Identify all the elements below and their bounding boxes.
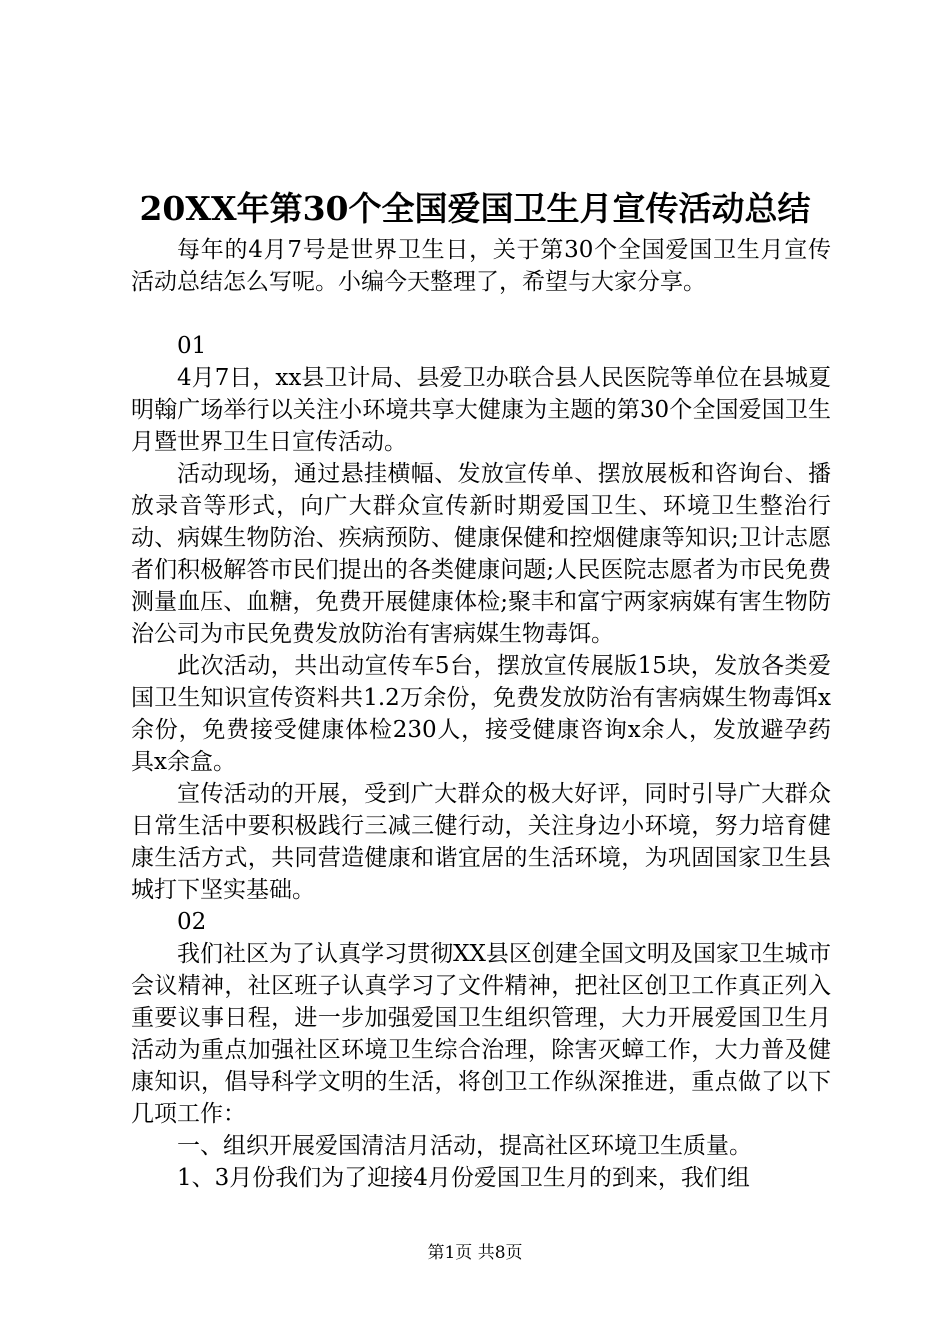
document-body xyxy=(131,234,831,1194)
paragraph: 4月7日，xx县卫计局、县爱卫办联合县人民医院等单位在县城夏明翰广场举行以关注小环境共享大健康为主题的第30个全国爱国卫生月暨世界卫生日宣传活动。 xyxy=(131,365,831,455)
paragraph: 我们社区为了认真学习贯彻XX县区创建全国文明及国家卫生城市会议精神，社区班子认真学习了文件精神，把社区创卫工作真正列入重要议事日程，进一步加强爱国卫生组织管理，大力开展爱国卫生月活动为重点加强社区环境卫生综合治理，除害灭蟑工作，大力普及健康知识，倡导科学文明的生活，将创卫工作纵深推进，重点做了以下几项工作： xyxy=(131,941,831,1127)
paragraph: 一、组织开展爱国清洁月活动，提高社区环境卫生质量。 xyxy=(177,1133,752,1159)
paragraph: 宣传活动的开展，受到广大群众的极大好评，同时引导广大群众日常生活中要积极践行三减三健行动，关注身边小环境，努力培育健康生活方式，共同营造健康和谐宜居的生活环境，为巩固国家卫生县城打下坚实基础。 xyxy=(131,781,831,903)
document-title: 20XX年第30个全国爱国卫生月宣传活动总结 xyxy=(139,189,811,228)
section-number-01: 01 xyxy=(177,333,207,359)
paragraph: 活动现场，通过悬挂横幅、发放宣传单、摆放展板和咨询台、播放录音等形式，向广大群众宣传新时期爱国卫生、环境卫生整治行动、病媒生物防治、疾病预防、健康保健和控烟健康等知识;卫计志愿者们积极解答市民们提出的各类健康问题;人民医院志愿者为市民免费测量血压、血糖，免费开展健康体检;聚丰和富宁两家病媒有害生物防治公司为市民免费发放防治有害病媒生物毒饵。 xyxy=(131,461,831,647)
paragraph: 1、3月份我们为了迎接4月份爱国卫生月的到来，我们组 xyxy=(177,1165,750,1191)
intro-paragraph: 每年的4月7号是世界卫生日，关于第30个全国爱国卫生月宣传活动总结怎么写呢。小编今天整理了，希望与大家分享。 xyxy=(131,237,831,295)
section-number-02: 02 xyxy=(177,909,207,935)
paragraph: 此次活动，共出动宣传车5台，摆放宣传展版15块，发放各类爱国卫生知识宣传资料共1.2万余份，免费发放防治有害病媒生物毒饵x余份，免费接受健康体检230人，接受健康咨询x余人，发放避孕药具x余盒。 xyxy=(131,653,831,775)
page-footer: 第1页 共8页 xyxy=(427,1243,523,1263)
